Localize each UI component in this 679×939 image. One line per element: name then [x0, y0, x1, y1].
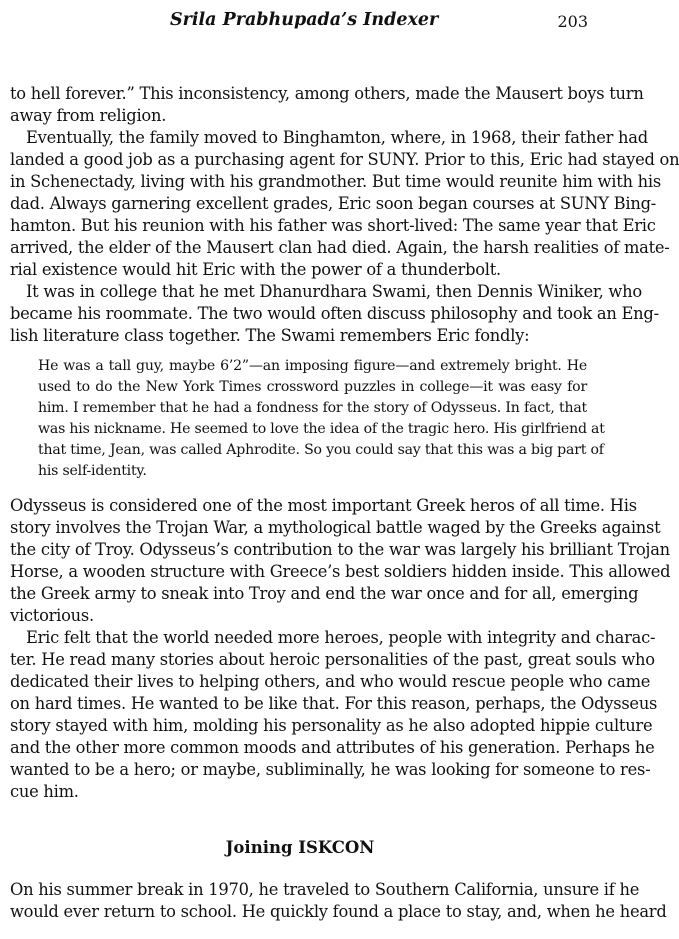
running-header: [0, 10, 600, 40]
text-line: to hell forever.” This inconsistency, among others, made the Mausert boys turn: [10, 84, 644, 103]
quote-line: He was a tall guy, maybe 6’2”—an imposing figure—and extremely bright. He: [38, 358, 587, 374]
text-line: Eventually, the family moved to Binghamton, where, in 1968, their father had: [26, 128, 648, 147]
text-line: cue him.: [10, 782, 79, 801]
text-line: It was in college that he met Dhanurdhara Swami, then Dennis Winiker, who: [26, 282, 642, 301]
text-line: Horse, a wooden structure with Greece’s best soldiers hidden inside. This allowed: [10, 562, 671, 581]
section-heading: Joining ISKCON: [225, 838, 375, 857]
text-line: and the other more common moods and attributes of his generation. Perhaps he: [10, 738, 655, 757]
text-line: Eric felt that the world needed more heroes, people with integrity and charac-: [26, 628, 656, 647]
text-line: arrived, the elder of the Mausert clan had died. Again, the harsh realities of mate-: [10, 238, 670, 257]
text-line: on hard times. He wanted to be like that. For this reason, perhaps, the Odysseus: [10, 694, 658, 713]
text-line: in Schenectady, living with his grandmother. But time would reunite him with his: [10, 172, 661, 191]
text-line: the Greek army to sneak into Troy and end the war once and for all, emerging: [10, 584, 639, 603]
quote-line: him. I remember that he had a fondness for the story of Odysseus. In fact, that: [38, 400, 587, 416]
quote-line: was his nickname. He seemed to love the idea of the tragic hero. His girlfriend at: [38, 421, 605, 437]
text-line: hamton. But his reunion with his father was short-lived: The same year that Eric: [10, 216, 656, 235]
text-line: story stayed with him, molding his personality as he also adopted hippie culture: [10, 716, 653, 735]
page-number: 203: [557, 12, 588, 31]
text-line: would ever return to school. He quickly found a place to stay, and, when he heard: [10, 902, 667, 921]
text-line: away from religion.: [10, 106, 167, 125]
quote-line: his self-identity.: [38, 463, 147, 479]
text-line: wanted to be a hero; or maybe, subliminally, he was looking for someone to res-: [10, 760, 651, 779]
text-line: ter. He read many stories about heroic personalities of the past, great souls who: [10, 650, 655, 669]
text-line: the city of Troy. Odysseus’s contribution to the war was largely his brilliant Trojan: [10, 540, 670, 559]
text-line: story involves the Trojan War, a mythological battle waged by the Greeks against: [10, 518, 661, 537]
text-line: lish literature class together. The Swami remembers Eric fondly:: [10, 326, 530, 345]
text-line: On his summer break in 1970, he traveled to Southern California, unsure if he: [10, 880, 640, 899]
quote-line: that time, Jean, was called Aphrodite. So you could say that this was a big part of: [38, 442, 604, 458]
text-line: Odysseus is considered one of the most important Greek heros of all time. His: [10, 496, 637, 515]
text-line: victorious.: [10, 606, 94, 625]
text-line: became his roommate. The two would often discuss philosophy and took an Eng-: [10, 304, 659, 323]
text-line: landed a good job as a purchasing agent for SUNY. Prior to this, Eric had stayed on: [10, 150, 679, 169]
text-line: rial existence would hit Eric with the power of a thunderbolt.: [10, 260, 501, 279]
quote-line: used to do the New York Times crossword puzzles in college—it was easy for: [38, 379, 587, 395]
running-title: Srila Prabhupada’s Indexer: [170, 10, 439, 30]
text-line: dad. Always garnering excellent grades, Eric soon began courses at SUNY Bing-: [10, 194, 656, 213]
text-line: dedicated their lives to helping others, and who would rescue people who came: [10, 672, 651, 691]
